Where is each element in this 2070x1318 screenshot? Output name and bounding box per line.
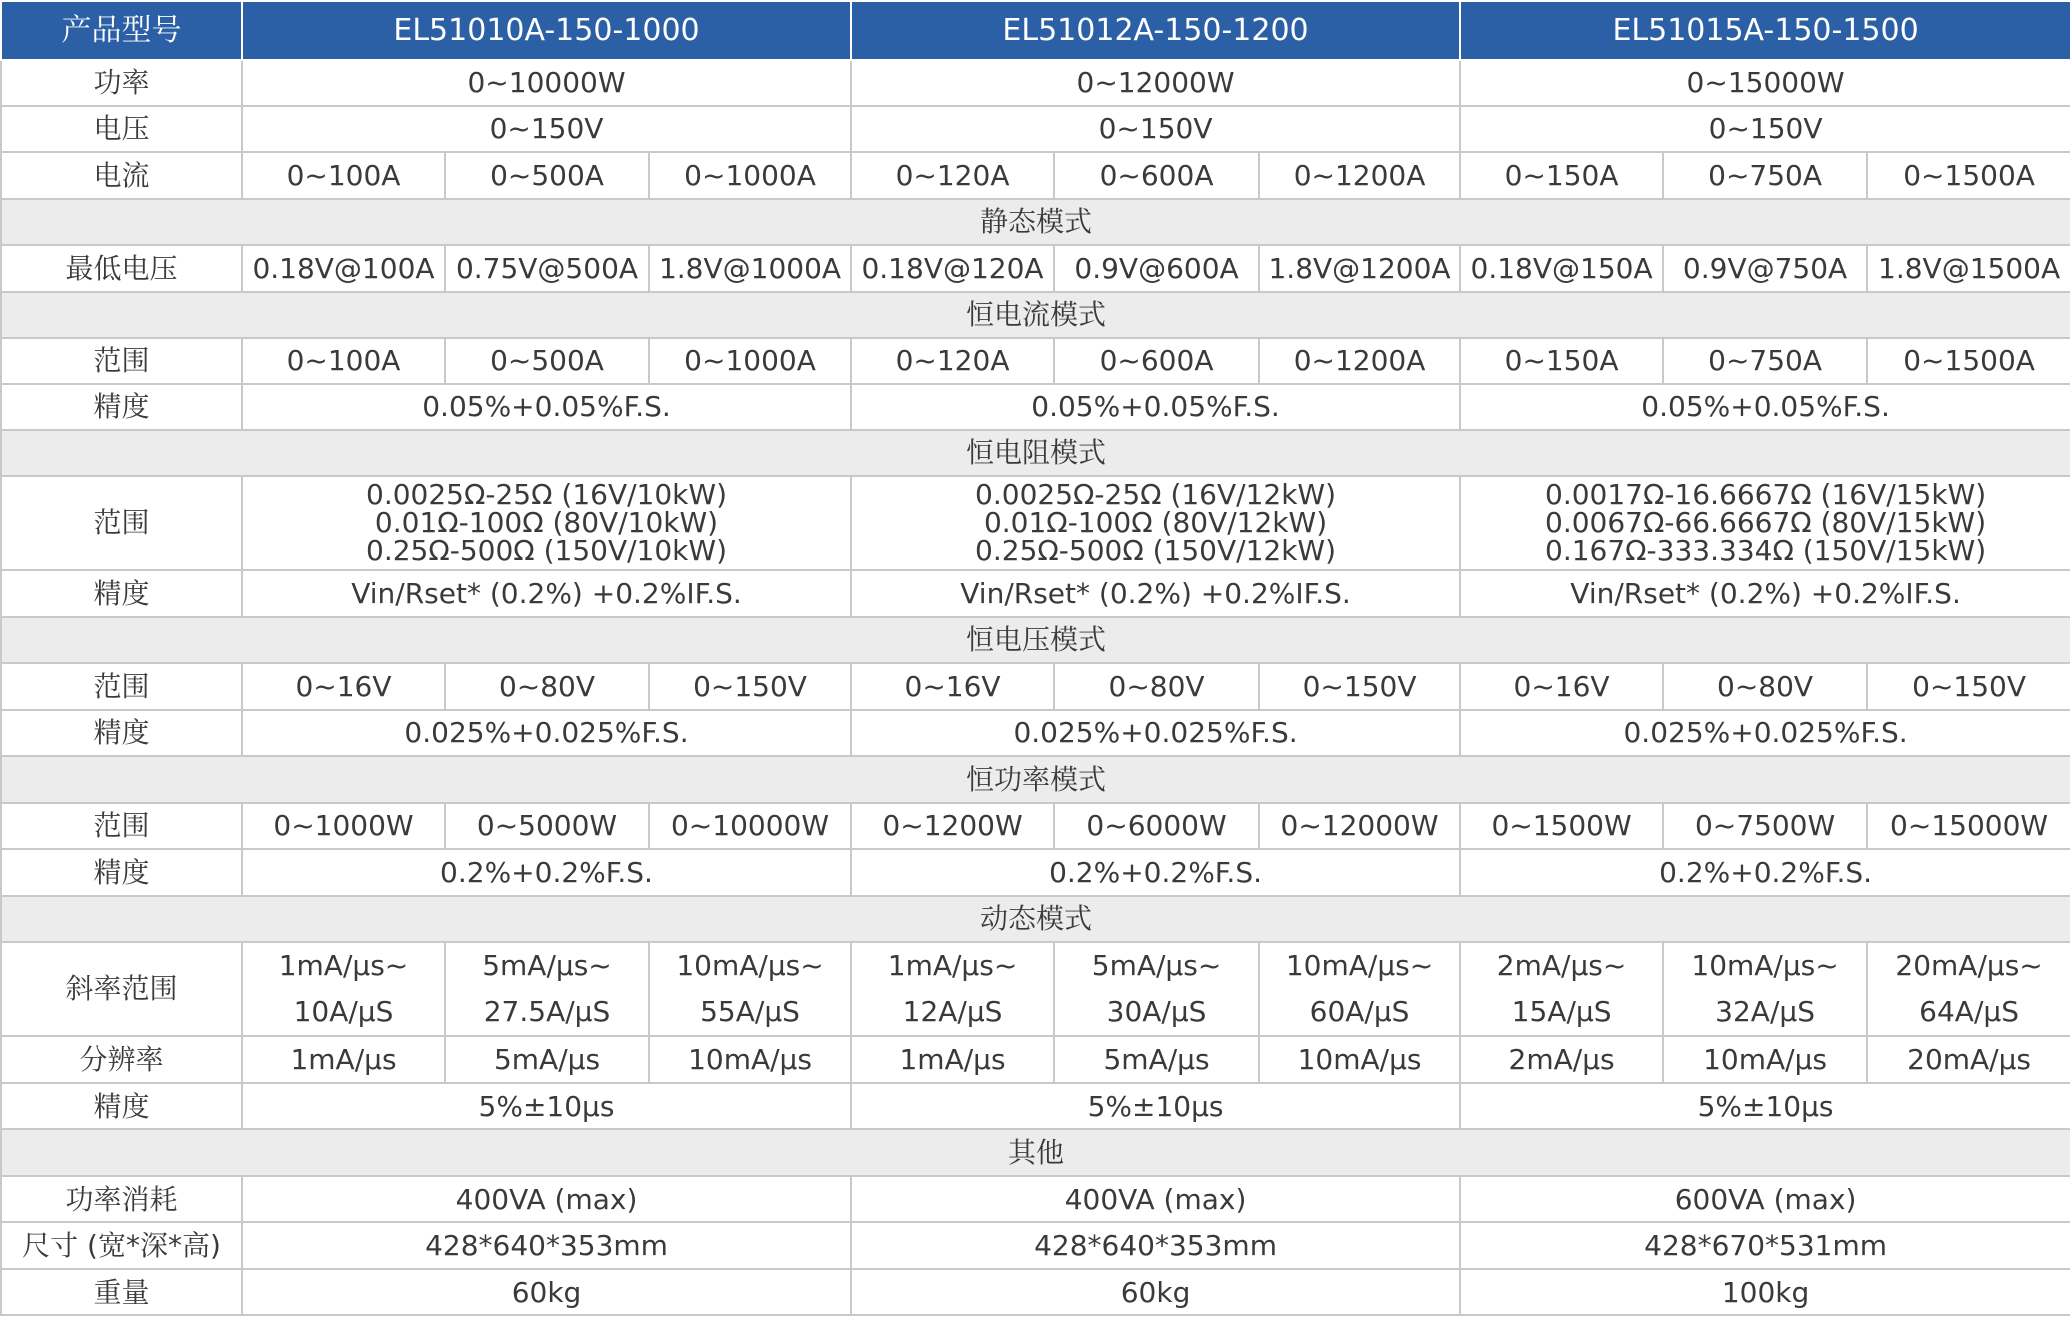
spec-value: 0.75V@500A: [445, 245, 649, 292]
spec-value: 0~150V: [1259, 663, 1460, 710]
spec-value: 0~16V: [1460, 663, 1663, 710]
spec-value: 60kg: [851, 1269, 1460, 1315]
spec-value: 0~80V: [1054, 663, 1259, 710]
slope-line: 1mA/μs~: [278, 949, 409, 982]
row-label: 范围: [1, 663, 242, 710]
section-row: [1, 292, 2070, 338]
spec-value: 0~10000W: [242, 60, 851, 106]
slope-line: 27.5A/μS: [483, 995, 611, 1029]
row-label: 范围: [1, 338, 242, 384]
row-label: 精度: [1, 570, 242, 617]
row-label: 电流: [1, 152, 242, 199]
table-row: [1, 1176, 2070, 1222]
spec-value: 0~1000W: [242, 803, 445, 849]
spec-value: 5mA/μs: [1054, 1036, 1259, 1083]
spec-value: 0~7500W: [1663, 803, 1867, 849]
spec-value: 0~150V: [242, 106, 851, 152]
row-label: 功率: [1, 60, 242, 106]
spec-value: 600VA (max): [1460, 1176, 2070, 1222]
header-row: [1, 1, 2070, 60]
spec-value: 60kg: [242, 1269, 851, 1315]
table-row: [1, 1036, 2070, 1083]
spec-value: 0~1200W: [851, 803, 1054, 849]
section-title: 恒电压模式: [1, 617, 2070, 663]
spec-value: 0.05%+0.05%F.S.: [1460, 384, 2070, 430]
spec-value: 5%±10μs: [1460, 1083, 2070, 1129]
spec-value: [242, 476, 851, 570]
table-row: [1, 338, 2070, 384]
spec-value: 5mA/μs: [445, 1036, 649, 1083]
spec-value: 0~150V: [1460, 106, 2070, 152]
spec-value: 0~150V: [649, 663, 851, 710]
range-line: 0.25Ω-500Ω (150V/12kW): [975, 534, 1337, 567]
spec-value: 1.8V@1500A: [1867, 245, 2070, 292]
model-name: EL51012A-150-1200: [851, 1, 1460, 60]
slope-line: 5mA/μs~: [482, 949, 612, 982]
row-label: 范围: [1, 803, 242, 849]
spec-value: 0~150A: [1460, 152, 1663, 199]
spec-value: [1259, 942, 1460, 1036]
table-row: [1, 476, 2070, 570]
spec-value: [1460, 942, 1663, 1036]
table-row: [1, 152, 2070, 199]
spec-value: 0.05%+0.05%F.S.: [851, 384, 1460, 430]
slope-line: 2mA/μs~: [1496, 949, 1627, 982]
spec-value: 0.025%+0.025%F.S.: [242, 710, 851, 756]
spec-value: 10mA/μs: [1663, 1036, 1867, 1083]
range-line: 0.0067Ω-66.6667Ω (80V/15kW): [1545, 506, 1987, 539]
spec-value: 0~750A: [1663, 152, 1867, 199]
section-title: 恒电阻模式: [1, 430, 2070, 476]
section-row: [1, 430, 2070, 476]
spec-value: 2mA/μs: [1460, 1036, 1663, 1083]
table-row: [1, 570, 2070, 617]
spec-value: 428*670*531mm: [1460, 1222, 2070, 1269]
range-line: 0.0025Ω-25Ω (16V/12kW): [975, 478, 1337, 511]
spec-value: [242, 942, 445, 1036]
spec-value: 0~16V: [851, 663, 1054, 710]
spec-value: 0~16V: [242, 663, 445, 710]
spec-value: [1460, 476, 2070, 570]
spec-value: [851, 942, 1054, 1036]
spec-value: 0.2%+0.2%F.S.: [851, 849, 1460, 896]
table-row: [1, 1083, 2070, 1129]
table-row: [1, 106, 2070, 152]
section-title: 恒电流模式: [1, 292, 2070, 338]
header-label: 产品型号: [1, 1, 242, 60]
row-label: 精度: [1, 710, 242, 756]
spec-value: 0.2%+0.2%F.S.: [242, 849, 851, 896]
spec-value: 400VA (max): [242, 1176, 851, 1222]
section-row: [1, 617, 2070, 663]
slope-line: 10mA/μs~: [1691, 949, 1839, 982]
spec-value: 0.18V@150A: [1460, 245, 1663, 292]
slope-line: 1mA/μs~: [887, 949, 1018, 982]
spec-value: 0~100A: [242, 152, 445, 199]
spec-value: 5%±10μs: [851, 1083, 1460, 1129]
section-row: [1, 1129, 2070, 1176]
spec-value: 0~12000W: [1259, 803, 1460, 849]
spec-value: 0~12000W: [851, 60, 1460, 106]
row-label: 精度: [1, 384, 242, 430]
spec-value: 1.8V@1000A: [649, 245, 851, 292]
spec-value: 10mA/μs: [649, 1036, 851, 1083]
slope-line: 64A/μS: [1919, 995, 2019, 1029]
row-label: 最低电压: [1, 245, 242, 292]
spec-value: [1867, 942, 2070, 1036]
spec-value: Vin/Rset* (0.2%) +0.2%IF.S.: [242, 570, 851, 617]
range-line: 0.25Ω-500Ω (150V/10kW): [366, 534, 728, 567]
spec-value: 0.9V@750A: [1663, 245, 1867, 292]
spec-value: 0~1200A: [1259, 338, 1460, 384]
spec-value: 0~600A: [1054, 152, 1259, 199]
spec-value: 0.18V@100A: [242, 245, 445, 292]
spec-value: 0~150V: [851, 106, 1460, 152]
spec-value: 0~1500W: [1460, 803, 1663, 849]
section-title: 静态模式: [1, 199, 2070, 245]
section-row: [1, 199, 2070, 245]
slope-line: 60A/μS: [1309, 995, 1410, 1029]
spec-value: 0~150V: [1867, 663, 2070, 710]
range-line: 0.01Ω-100Ω (80V/12kW): [983, 506, 1328, 539]
spec-value: 10mA/μs: [1259, 1036, 1460, 1083]
section-row: [1, 756, 2070, 803]
spec-value: 0~5000W: [445, 803, 649, 849]
slope-line: 12A/μS: [902, 995, 1003, 1029]
spec-value: 5%±10μs: [242, 1083, 851, 1129]
spec-value: 0~100A: [242, 338, 445, 384]
spec-value: 0~1500A: [1867, 152, 2070, 199]
spec-value: 20mA/μs: [1867, 1036, 2070, 1083]
spec-value: 0~80V: [1663, 663, 1867, 710]
spec-value: [445, 942, 649, 1036]
spec-value: 0~500A: [445, 152, 649, 199]
range-line: 0.0025Ω-25Ω (16V/10kW): [366, 478, 728, 511]
spec-value: 0.025%+0.025%F.S.: [1460, 710, 2070, 756]
section-title: 其他: [1, 1129, 2070, 1176]
spec-value: 0.9V@600A: [1054, 245, 1259, 292]
table-row: [1, 663, 2070, 710]
spec-value: 0~1500A: [1867, 338, 2070, 384]
spec-value: 0~150A: [1460, 338, 1663, 384]
spec-value: 0~120A: [851, 338, 1054, 384]
row-label: 分辨率: [1, 1036, 242, 1083]
spec-value: Vin/Rset* (0.2%) +0.2%IF.S.: [1460, 570, 2070, 617]
table-row: [1, 710, 2070, 756]
spec-value: 0~1000A: [649, 152, 851, 199]
row-label: 重量: [1, 1269, 242, 1315]
spec-value: 0~15000W: [1460, 60, 2070, 106]
spec-value: 1mA/μs: [851, 1036, 1054, 1083]
spec-value: 0~500A: [445, 338, 649, 384]
spec-value: 0~10000W: [649, 803, 851, 849]
spec-value: 0.025%+0.025%F.S.: [851, 710, 1460, 756]
slope-line: 55A/μS: [700, 995, 800, 1029]
spec-value: Vin/Rset* (0.2%) +0.2%IF.S.: [851, 570, 1460, 617]
spec-value: 0.2%+0.2%F.S.: [1460, 849, 2070, 896]
spec-value: [1054, 942, 1259, 1036]
slope-line: 15A/μS: [1511, 995, 1612, 1029]
slope-line: 10A/μS: [293, 995, 394, 1029]
spec-value: 100kg: [1460, 1269, 2070, 1315]
slope-line: 30A/μS: [1106, 995, 1207, 1029]
range-line: 0.0017Ω-16.6667Ω (16V/15kW): [1545, 478, 1987, 511]
spec-value: 0~750A: [1663, 338, 1867, 384]
spec-value: 0~15000W: [1867, 803, 2070, 849]
slope-line: 32A/μS: [1715, 995, 1815, 1029]
table-row: [1, 1269, 2070, 1315]
spec-value: 0~1000A: [649, 338, 851, 384]
section-title: 动态模式: [1, 896, 2070, 942]
table-row: [1, 384, 2070, 430]
range-line: 0.01Ω-100Ω (80V/10kW): [374, 506, 719, 539]
spec-value: 0~600A: [1054, 338, 1259, 384]
slope-line: 10mA/μs~: [676, 949, 824, 982]
spec-value: 0.05%+0.05%F.S.: [242, 384, 851, 430]
row-label: 电压: [1, 106, 242, 152]
table-row: [1, 60, 2070, 106]
section-row: [1, 896, 2070, 942]
row-label: 精度: [1, 849, 242, 896]
spec-value: [851, 476, 1460, 570]
spec-value: 0~80V: [445, 663, 649, 710]
row-label: 范围: [1, 476, 242, 570]
table-row: [1, 1222, 2070, 1269]
spec-value: 0~120A: [851, 152, 1054, 199]
spec-value: 428*640*353mm: [242, 1222, 851, 1269]
spec-value: [649, 942, 851, 1036]
section-title: 恒功率模式: [1, 756, 2070, 803]
table-row: [1, 245, 2070, 292]
row-label: 精度: [1, 1083, 242, 1129]
slope-line: 20mA/μs~: [1895, 949, 2043, 982]
slope-line: 10mA/μs~: [1285, 949, 1434, 982]
model-name: EL51015A-150-1500: [1460, 1, 2070, 60]
spec-value: 0.18V@120A: [851, 245, 1054, 292]
model-name: EL51010A-150-1000: [242, 1, 851, 60]
spec-value: 428*640*353mm: [851, 1222, 1460, 1269]
row-label: 斜率范围: [1, 942, 242, 1036]
slope-line: 5mA/μs~: [1091, 949, 1222, 982]
table-row: [1, 803, 2070, 849]
table-row: [1, 849, 2070, 896]
row-label: 尺寸 (宽*深*高): [1, 1222, 242, 1269]
range-line: 0.167Ω-333.334Ω (150V/15kW): [1545, 534, 1987, 567]
spec-value: 0~6000W: [1054, 803, 1259, 849]
spec-value: 400VA (max): [851, 1176, 1460, 1222]
spec-value: 1mA/μs: [242, 1036, 445, 1083]
spec-value: 1.8V@1200A: [1259, 245, 1460, 292]
row-label: 功率消耗: [1, 1176, 242, 1222]
spec-value: [1663, 942, 1867, 1036]
table-row: [1, 942, 2070, 1036]
spec-value: 0~1200A: [1259, 152, 1460, 199]
